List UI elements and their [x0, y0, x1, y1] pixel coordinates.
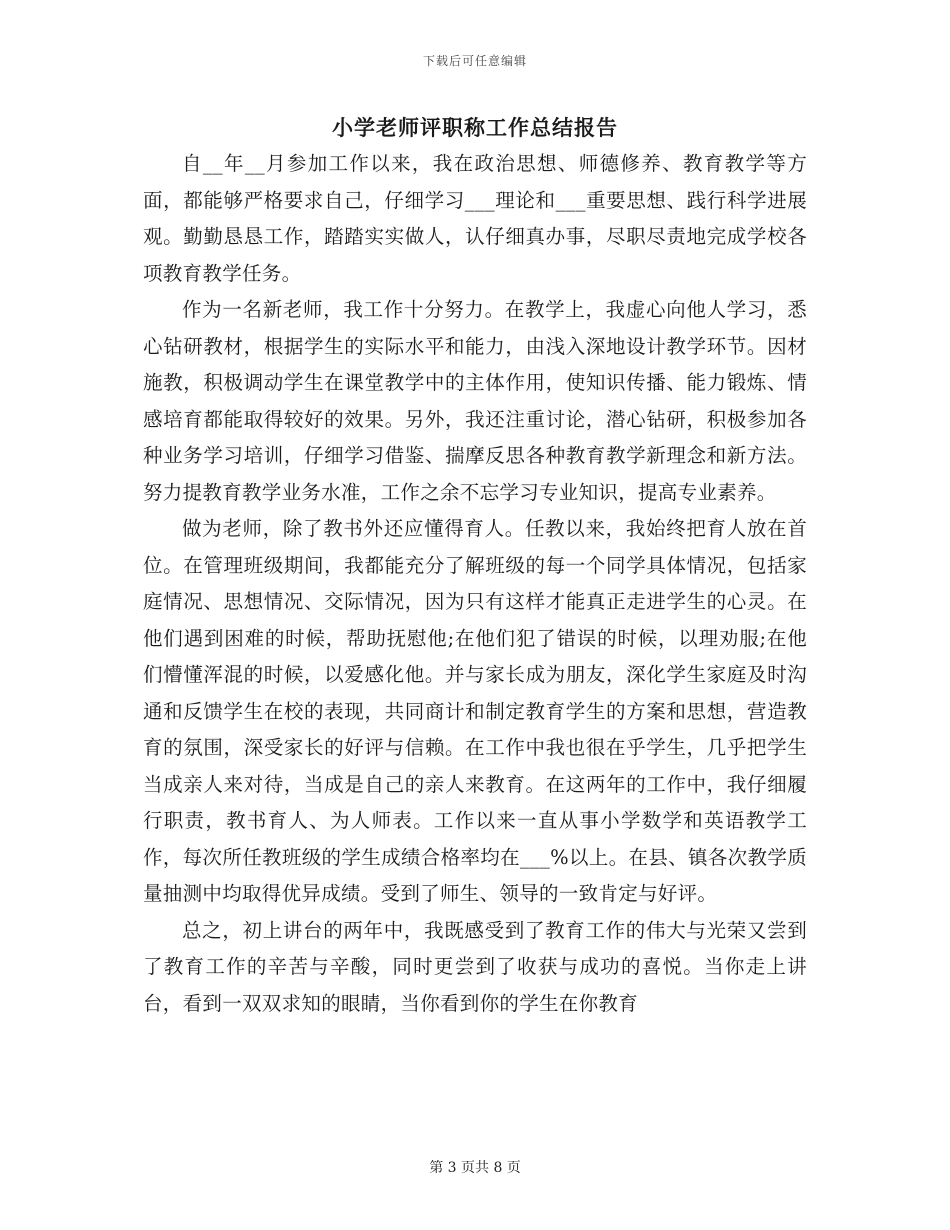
paragraph-4: 总之，初上讲台的两年中，我既感受到了教育工作的伟大与光荣又尝到了教育工作的辛苦与辛酸，同时更尝到了收获与成功的喜悦。当你走上讲台，看到一双双求知的眼睛，当你看到你的学生在你教育: [143, 918, 807, 1015]
paragraph-2: 作为一名新老师，我工作十分努力。在教学上，我虚心向他人学习，悉心钻研教材，根据学生的实际水平和能力，由浅入深地设计教学环节。因材施教，积极调动学生在课堂教学中的主体作用，使知识传播、能力锻炼、情感培育都能取得较好的效果。另外，我还注重讨论，潜心钻研，积极参加各种业务学习培训，仔细学习借鉴、揣摩反思各种教育教学新理念和新方法。努力提教育教学业务水准，工作之余不忘学习专业知识，提高专业素养。: [143, 298, 807, 504]
page-number: 第 3 页共 8 页: [429, 1160, 521, 1176]
document-title: 小学老师评职称工作总结报告: [332, 115, 618, 140]
header-note: 下载后可任意编辑: [422, 54, 527, 68]
paragraph-3: 做为老师，除了教书外还应懂得育人。任教以来，我始终把育人放在首位。在管理班级期间，我都能充分了解班级的每一个同学具体情况，包括家庭情况、思想情况、交际情况，因为只有这样才能真正走进学生的心灵。在他们遇到困难的时候，帮助抚慰他;在他们犯了错误的时候，以理劝服;在他们懵懂浑混的时候，以爱感化他。并与家长成为朋友，深化学生家庭及时沟通和反馈学生在校的表现，共同商计和制定教育学生的方案和思想，营造教育的氛围，深受家长的好评与信赖。在工作中我也很在乎学生，几乎把学生当成亲人来对待，当成是自己的亲人来教育。在这两年的工作中，我仔细履行职责，教书育人、为人师表。工作以来一直从事小学数学和英语教学工作，每次所任教班级的学生成绩合格率均在___%以上。在县、镇各次教学质量抽测中均取得优异成绩。受到了师生、领导的一致肯定与好评。: [143, 517, 807, 905]
document-body: [143, 146, 807, 1022]
paragraph-1: 自__年__月参加工作以来，我在政治思想、师德修养、教育教学等方面，都能够严格要求自己，仔细学习___理论和___重要思想、践行科学进展观。勤勤恳恳工作，踏踏实实做人，认仔细真办事，尽职尽责地完成学校各项教育教学任务。: [143, 152, 807, 285]
